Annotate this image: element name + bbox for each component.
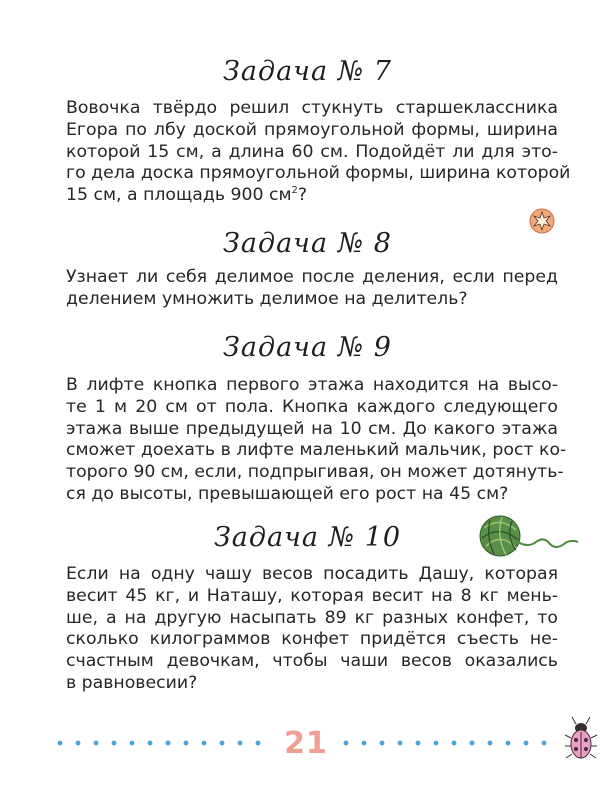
- task-10-text: [66, 564, 558, 695]
- task-9-line-5: торого 90 см, если, подпрыгивая, он может дотянуть-: [66, 462, 564, 483]
- task-7-line-1: Вовочка твёрдо решил стукнуть старшеклассника: [66, 98, 558, 118]
- task-7-line-5-text: 15 см, а площадь 900 см: [66, 185, 292, 206]
- task-8-title: Задача № 8: [223, 228, 392, 259]
- page-number: 21: [284, 726, 328, 761]
- task-9-line-3: этажа выше предыдущей на 10 см. До какого этажа: [66, 418, 558, 439]
- task-9-title: Задача № 9: [223, 332, 392, 363]
- task-10-line-2: весит 45 кг, и Наташу, которая весит на 8 кг мень-: [66, 585, 558, 606]
- footer-dots-right: [342, 738, 558, 748]
- task-8-line-1: Узнает ли себя делимое после деления, если перед: [66, 267, 558, 287]
- task-10-line-3: ше, а на другую насыпать 89 кг разных конфет, то: [66, 607, 558, 628]
- task-7-line-4: го дела доска прямоугольной формы, ширина которой: [66, 163, 571, 184]
- task-7-line-3: которой 15 см, а длина 60 см. Подойдёт ли для это-: [66, 141, 558, 162]
- task-10-line-4: сколько килограммов конфет придётся съесть не-: [66, 629, 558, 650]
- task-10-title: Задача № 10: [213, 522, 402, 553]
- task-9-line-6: ся до высоты, превышающей его рост на 45 см?: [66, 483, 509, 504]
- footer-dots-left: [56, 738, 278, 748]
- task-7-line-5: [66, 185, 558, 207]
- task-10-line-6: в равновесии?: [66, 672, 198, 693]
- task-10-line-1: Если на одну чашу весов посадить Дашу, которая: [66, 564, 558, 584]
- task-9-line-4: сможет доехать в лифте маленький мальчик, рост ко-: [66, 440, 567, 461]
- task-9-line-1: В лифте кнопка первого этажа находится на высо-: [66, 375, 558, 395]
- task-10-line-5: счастным девочкам, чтобы чаши весов оказались: [66, 651, 558, 672]
- task-7-question-mark: ?: [297, 185, 308, 206]
- superscript-2: 2: [291, 185, 298, 197]
- task-9-line-2: те 1 м 20 см от пола. Кнопка каждого следующего: [66, 396, 558, 417]
- task-7-line-2: Егора по лбу доской прямоугольной формы, ширина: [66, 119, 558, 140]
- task-7-title: Задача № 7: [223, 56, 392, 87]
- bug-icon: [564, 716, 598, 764]
- task-8-text: [66, 267, 558, 311]
- task-7-text: [66, 98, 571, 207]
- task-8-line-2: делением умножить делимое на делитель?: [66, 288, 468, 309]
- task-9-text: [66, 375, 567, 506]
